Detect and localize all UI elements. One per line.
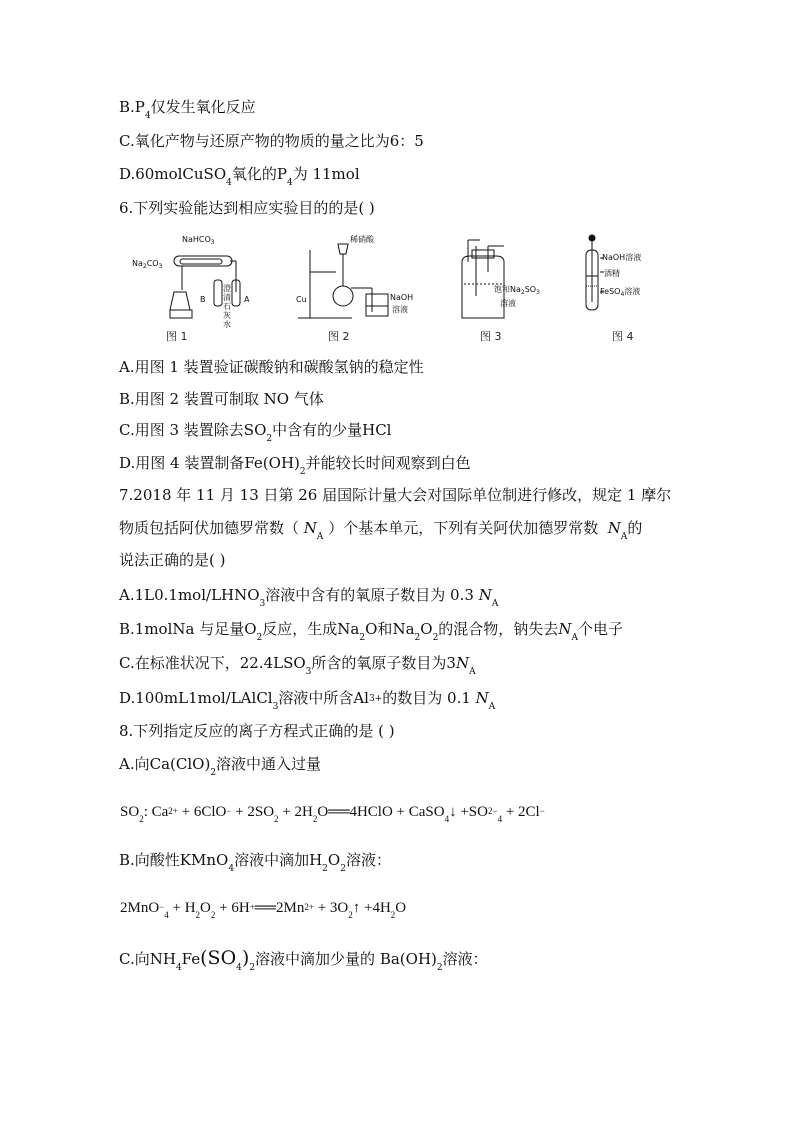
figure-4 [578,232,668,342]
figure-2 [296,232,422,342]
question-7-line1: 7.2018 年 11 月 13 日第 26 届国际计量大会对国际单位制进行修改，规定 1 摩尔 [119,486,672,504]
fig2-solution-label: 溶液 [392,305,408,314]
option-5b: $B.P_4$仅发生氧化反应 [119,98,256,121]
fig3-sat-label: 饱和$Na_2SO_3$ [494,285,540,296]
equation-8a: $SO_2$: $Ca2+ + 6ClO- + 2SO_2$ + $2H_2O══4HClO$ + CaSO$_4$↓ $+SO2-_4 + 2Cl-$ [120,804,545,824]
fig4-caption: 图 4 [612,330,634,343]
option-5c: C.氧化产物与还原产物的物质的量之比为6：5 [119,132,424,150]
option-6a: A.用图 1 装置验证碳酸钠和碳酸氢钠的稳定性 [119,358,424,376]
option-7d: D.100mL1mol/LAlCl$_3$溶液中所含Al3+的数目为 0.1 $N_A$ [119,689,496,712]
option-8c: C.向$NH_4Fe(SO_4)_2$溶液中滴加少量的 $Ba(OH)_2$溶液： [119,947,488,973]
fig4-feso4-label: FeSO$_4$溶液 [600,287,641,298]
fig4-naoh-label: NaOH溶液 [602,253,642,262]
option-8b: B.向酸性KMnO$_4$溶液中滴加$H_2O_2$溶液： [119,851,391,874]
equation-8b: $2MnO-_4 + H_2O_2$ + 6H+══2Mn2+ + $3O_2↑ +4H_2O$ [120,900,407,920]
question-7-line3: 说法正确的是( ) [119,551,226,569]
option-6d: D.用图 4 装置制备$Fe(OH)_2$并能较长时间观察到白色 [119,454,471,477]
question-8-stem: 8.下列指定反应的离子方程式正确的是 ( ) [119,722,395,740]
option-7b: B.1molNa 与足量$O_2$反应，生成$Na_2O$和$Na_2O_2$的混合物，钠失去$N_A$个电子 [119,620,623,643]
figure-3 [452,232,552,342]
fig4-alcohol-label: 酒精 [604,269,620,278]
option-7a: $A.1L0.1mol/LHNO_3$溶液中含有的氧原子数目为 0.3 $N_A$ [119,586,499,609]
option-8a: A.向$Ca(ClO)_2$溶液中通入过量 [119,755,322,778]
option-6b: B.用图 2 装置可制取 NO 气体 [119,390,324,408]
fig1-b-label: B [200,295,206,304]
fig1-na2co3-label: $Na_2CO_3$ [132,259,163,270]
figure-1 [130,232,250,342]
option-6c: C.用图 3 装置除去$SO_2$中含有的少量HCl [119,421,392,444]
option-5d: D.60molCuSO$_4$氧化的$P_4$为 11mol [119,165,360,188]
question-7-line2: 物质包括阿伏加德罗常数（ $N_A$ ）个基本单元，下列有关阿伏加德罗常数 $N_A$的 [119,519,643,542]
fig3-solution-label: 溶液 [500,299,516,308]
fig2-caption: 图 2 [328,330,350,343]
fig1-a-label: A [244,295,250,304]
fig1-nahco3-label: NaHCO$_3$ [182,235,215,246]
fig3-caption: 图 3 [480,330,502,343]
option-7c: C.在标准状况下，$22.4LSO_3$所含的氧原子数目为$3N_A$ [119,654,476,677]
fig2-acid-label: 稀硝酸 [350,235,374,244]
fig2-cu-label: Cu [296,295,307,304]
fig2-naoh-label: NaOH [390,293,414,302]
fig1-caption: 图 1 [166,330,188,343]
question-6-stem: 6.下列实验能达到相应实验目的的是( ) [119,199,375,217]
fig1-limewater-label: 澄 清 石 灰 水 [223,284,231,329]
